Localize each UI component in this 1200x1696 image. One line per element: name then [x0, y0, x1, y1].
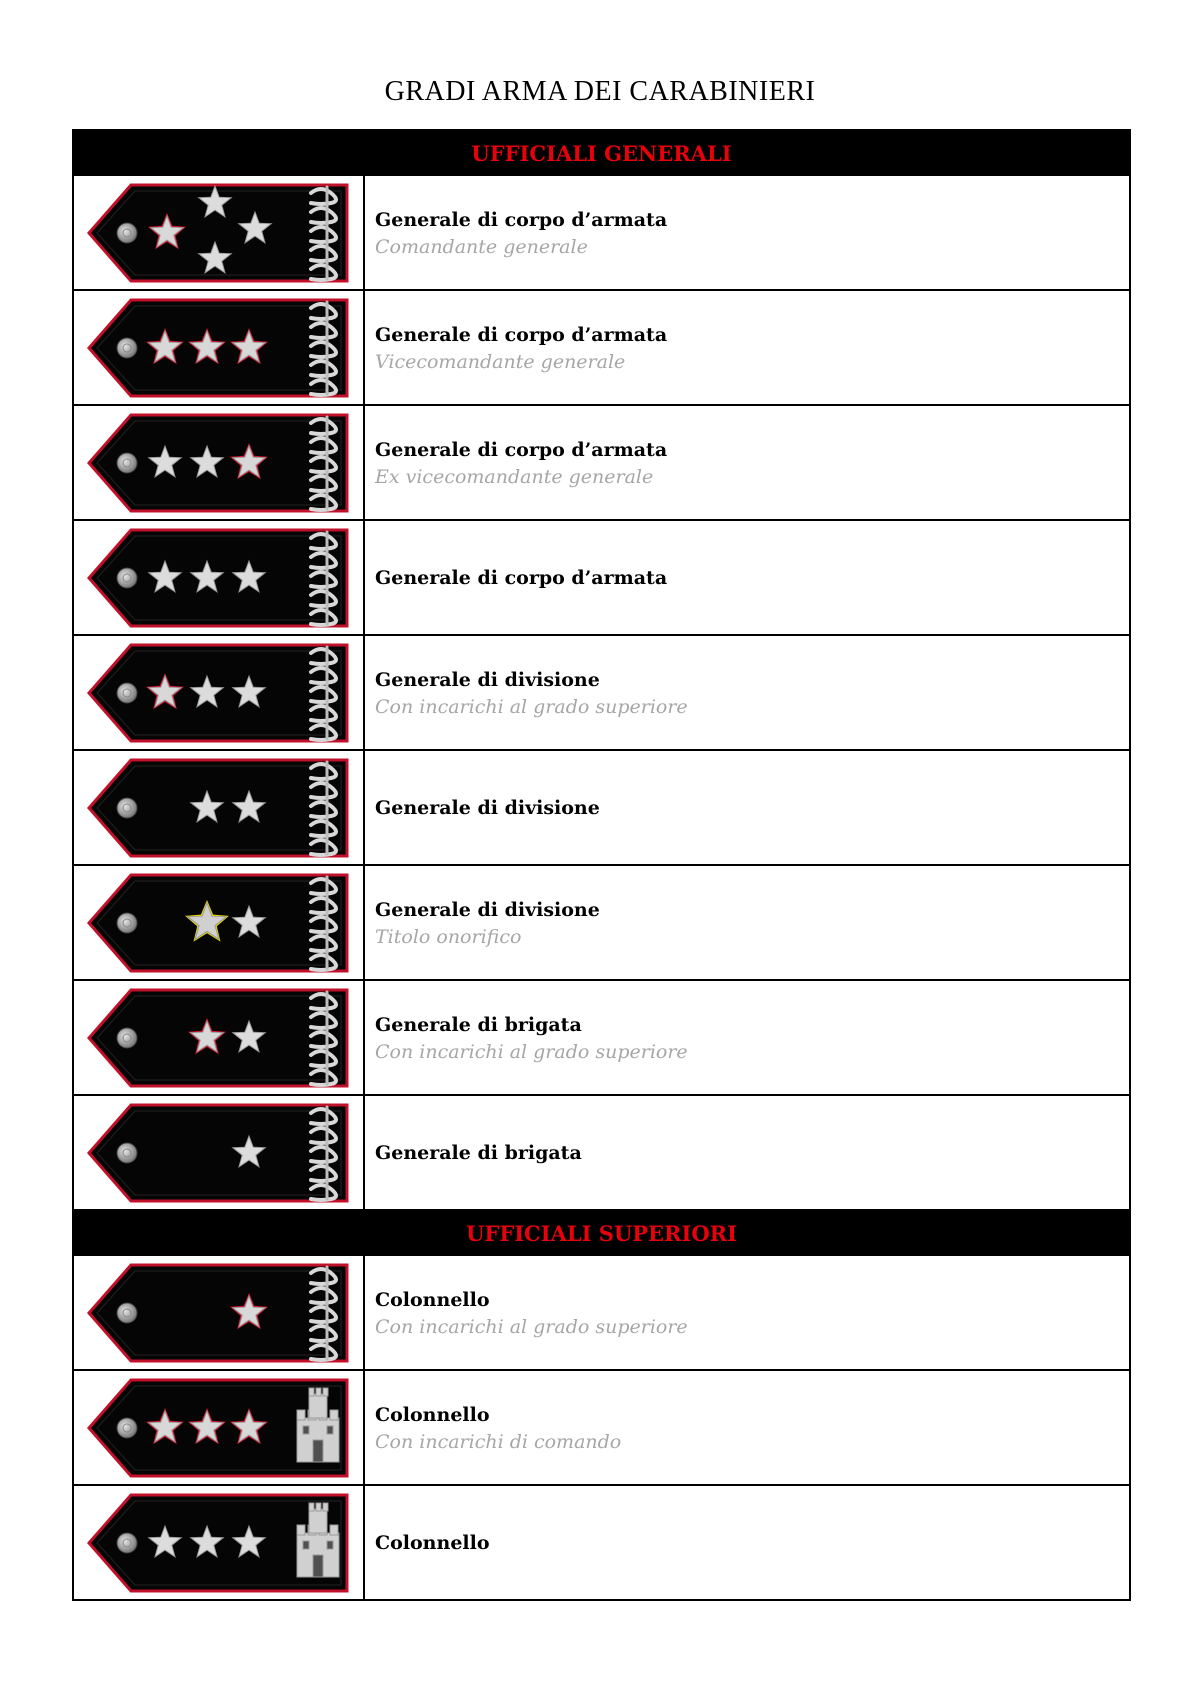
- insignia-cell: [74, 1486, 365, 1599]
- insignia-cell: [74, 866, 365, 979]
- button-icon: [117, 913, 137, 933]
- ranks-table: [72, 129, 1131, 1601]
- epaulette-insignia: [85, 524, 353, 632]
- rank-cell: [365, 1096, 1129, 1209]
- epaulette-insignia: [85, 1099, 353, 1207]
- rank-note: Con incarichi al grado superiore: [375, 1315, 688, 1338]
- insignia-cell: [74, 1256, 365, 1369]
- insignia-cell: [74, 521, 365, 634]
- section-header: UFFICIALI SUPERIORI: [74, 1211, 1129, 1256]
- table-row: [74, 291, 1129, 406]
- rank-name: Generale di divisione: [375, 668, 600, 691]
- epaulette-insignia: [85, 869, 353, 977]
- epaulette-insignia: [85, 1259, 353, 1367]
- button-icon: [117, 1303, 137, 1323]
- table-row: [74, 1256, 1129, 1371]
- rank-cell: [365, 636, 1129, 749]
- rank-cell: [365, 1371, 1129, 1484]
- button-icon: [117, 453, 137, 473]
- rank-name: Generale di corpo d’armata: [375, 566, 668, 589]
- rank-note: Con incarichi di comando: [375, 1430, 622, 1453]
- epaulette-insignia: [85, 754, 353, 862]
- rank-cell: [365, 1256, 1129, 1369]
- page-title: GRADI ARMA DEI CARABINIERI: [384, 76, 816, 107]
- table-row: [74, 866, 1129, 981]
- epaulette-insignia: [85, 294, 353, 402]
- button-icon: [117, 683, 137, 703]
- insignia-cell: [74, 981, 365, 1094]
- section-header: UFFICIALI GENERALI: [74, 131, 1129, 176]
- button-icon: [117, 223, 137, 243]
- table-row: [74, 406, 1129, 521]
- rank-note: Comandante generale: [375, 235, 588, 258]
- button-icon: [117, 1028, 137, 1048]
- rank-cell: [365, 751, 1129, 864]
- rank-name: Generale di brigata: [375, 1141, 582, 1164]
- rank-name: Generale di divisione: [375, 898, 600, 921]
- table-row: [74, 1371, 1129, 1486]
- button-icon: [117, 798, 137, 818]
- epaulette-insignia: [85, 639, 353, 747]
- rank-note: Con incarichi al grado superiore: [375, 1040, 688, 1063]
- insignia-cell: [74, 1371, 365, 1484]
- table-row: [74, 636, 1129, 751]
- table-row: [74, 1486, 1129, 1599]
- insignia-cell: [74, 291, 365, 404]
- button-icon: [117, 568, 137, 588]
- insignia-cell: [74, 636, 365, 749]
- insignia-cell: [74, 176, 365, 289]
- rank-cell: [365, 176, 1129, 289]
- epaulette-insignia: [85, 984, 353, 1092]
- rank-cell: [365, 291, 1129, 404]
- rank-note: Vicecomandante generale: [375, 350, 626, 373]
- epaulette-insignia: [85, 1374, 353, 1482]
- rank-cell: [365, 981, 1129, 1094]
- rank-name: Generale di brigata: [375, 1013, 582, 1036]
- table-row: [74, 176, 1129, 291]
- table-row: [74, 981, 1129, 1096]
- epaulette-insignia: [85, 1489, 353, 1597]
- insignia-cell: [74, 1096, 365, 1209]
- table-row: [74, 521, 1129, 636]
- button-icon: [117, 338, 137, 358]
- button-icon: [117, 1418, 137, 1438]
- rank-cell: [365, 406, 1129, 519]
- rank-name: Colonnello: [375, 1531, 490, 1554]
- rank-note: Con incarichi al grado superiore: [375, 695, 688, 718]
- table-row: [74, 1096, 1129, 1211]
- table-row: [74, 751, 1129, 866]
- button-icon: [117, 1143, 137, 1163]
- rank-name: Generale di corpo d’armata: [375, 208, 668, 231]
- epaulette-insignia: [85, 409, 353, 517]
- insignia-cell: [74, 751, 365, 864]
- button-icon: [117, 1533, 137, 1553]
- rank-name: Generale di corpo d’armata: [375, 438, 668, 461]
- rank-name: Colonnello: [375, 1403, 490, 1426]
- rank-name: Generale di divisione: [375, 796, 600, 819]
- rank-cell: [365, 1486, 1129, 1599]
- rank-note: Ex vicecomandante generale: [375, 465, 654, 488]
- rank-name: Generale di corpo d’armata: [375, 323, 668, 346]
- rank-cell: [365, 866, 1129, 979]
- epaulette-insignia: [85, 179, 353, 287]
- rank-note: Titolo onorifico: [375, 925, 522, 948]
- insignia-cell: [74, 406, 365, 519]
- rank-cell: [365, 521, 1129, 634]
- rank-name: Colonnello: [375, 1288, 490, 1311]
